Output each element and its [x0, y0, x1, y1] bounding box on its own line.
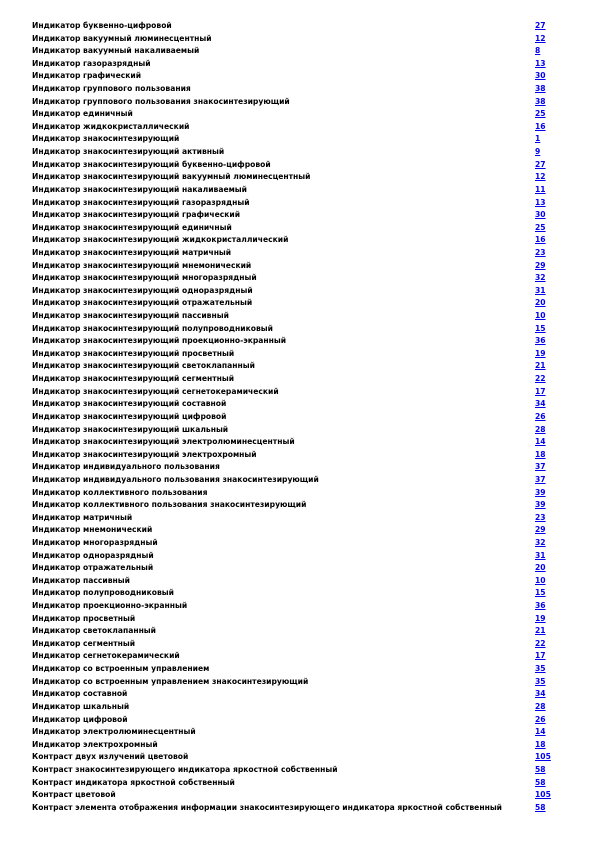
index-entry	[32, 70, 552, 83]
index-term: Индикатор графический	[32, 71, 142, 81]
index-entry	[32, 133, 552, 146]
index-term: Контраст цветовой	[32, 790, 116, 800]
index-entry	[32, 638, 552, 651]
index-entry	[32, 386, 552, 399]
term-number-link[interactable]: 9	[535, 147, 541, 157]
index-term: Индикатор знакосинтезирующий активный	[32, 147, 225, 157]
index-entry	[32, 108, 552, 121]
index-term: Индикатор знакосинтезирующий газоразрядный	[32, 197, 250, 207]
index-term: Индикатор группового пользования знакосинтезирующий	[32, 96, 290, 106]
term-number-link[interactable]: 1	[535, 134, 541, 144]
index-term: Индикатор группового пользования	[32, 84, 191, 94]
index-term: Индикатор знакосинтезирующий электрохромный	[32, 449, 257, 459]
index-term: Индикатор знакосинтезирующий накаливаемый	[32, 184, 247, 194]
index-term: Индикатор пассивный	[32, 575, 130, 585]
alphabetical-index	[32, 20, 552, 814]
term-number-link[interactable]: 26	[535, 714, 546, 724]
term-number-link[interactable]: 31	[535, 550, 546, 560]
term-number-link[interactable]: 58	[535, 777, 546, 787]
index-entry	[32, 751, 552, 764]
index-entry	[32, 197, 552, 210]
index-entry	[32, 58, 552, 71]
index-term: Индикатор знакосинтезирующий	[32, 134, 180, 144]
index-entry	[32, 373, 552, 386]
index-term: Индикатор шкальный	[32, 701, 130, 711]
term-number-link[interactable]: 21	[535, 626, 546, 636]
index-term: Индикатор индивидуального пользования	[32, 462, 220, 472]
term-number-link[interactable]: 10	[535, 575, 546, 585]
term-number-link[interactable]: 19	[535, 613, 546, 623]
index-entry	[32, 348, 552, 361]
term-number-link[interactable]: 17	[535, 651, 546, 661]
index-term: Индикатор светоклапанный	[32, 626, 156, 636]
term-number-link[interactable]: 38	[535, 84, 546, 94]
term-number-link[interactable]: 8	[535, 46, 541, 56]
term-number-link[interactable]: 15	[535, 323, 546, 333]
term-number-link[interactable]: 23	[535, 512, 546, 522]
index-entry	[32, 650, 552, 663]
index-term: Индикатор со встроенным управлением	[32, 664, 210, 674]
index-term: Индикатор знакосинтезирующий шкальный	[32, 424, 229, 434]
index-term: Контраст элемента отображения информации знакосинтезирующего индикатора яркостной собственный	[32, 802, 503, 812]
term-number-link[interactable]: 32	[535, 537, 546, 547]
index-term: Индикатор знакосинтезирующий цифровой	[32, 411, 227, 421]
term-number-link[interactable]: 30	[535, 71, 546, 81]
term-number-link[interactable]: 37	[535, 462, 546, 472]
term-number-link[interactable]: 18	[535, 449, 546, 459]
index-term: Индикатор отражательный	[32, 563, 154, 573]
index-term: Индикатор жидкокристаллический	[32, 121, 190, 131]
index-entry	[32, 146, 552, 159]
index-term: Индикатор знакосинтезирующий сегнетокерамический	[32, 386, 279, 396]
index-term: Индикатор цифровой	[32, 714, 128, 724]
index-term: Индикатор знакосинтезирующий сегментный	[32, 374, 235, 384]
term-number-link[interactable]: 20	[535, 298, 546, 308]
term-number-link[interactable]: 16	[535, 121, 546, 131]
term-number-link[interactable]: 12	[535, 172, 546, 182]
index-entry	[32, 260, 552, 273]
index-entry	[32, 33, 552, 46]
term-number-link[interactable]: 27	[535, 21, 546, 30]
index-entry	[32, 247, 552, 260]
term-number-link[interactable]: 14	[535, 437, 546, 447]
term-number-link[interactable]: 35	[535, 664, 546, 674]
index-term: Индикатор знакосинтезирующий полупроводниковый	[32, 323, 273, 333]
index-entry	[32, 701, 552, 714]
index-term: Индикатор знакосинтезирующий единичный	[32, 222, 232, 232]
term-number-link[interactable]: 36	[535, 601, 546, 611]
index-entry	[32, 663, 552, 676]
index-term: Индикатор мнемонический	[32, 525, 153, 535]
index-term: Индикатор многоразрядный	[32, 537, 158, 547]
index-term: Индикатор со встроенным управлением знакосинтезирующий	[32, 676, 309, 686]
term-number-link[interactable]: 58	[535, 764, 546, 774]
term-number-link[interactable]: 10	[535, 311, 546, 321]
index-entry	[32, 184, 552, 197]
index-entry	[32, 499, 552, 512]
index-term: Индикатор полупроводниковый	[32, 588, 174, 598]
term-number-link[interactable]: 38	[535, 96, 546, 106]
term-number-link[interactable]: 20	[535, 563, 546, 573]
term-number-link[interactable]: 27	[535, 159, 546, 169]
index-term: Индикатор знакосинтезирующий пассивный	[32, 311, 229, 321]
term-number-link[interactable]: 15	[535, 588, 546, 598]
index-term: Индикатор знакосинтезирующий проекционно-экранный	[32, 336, 287, 346]
index-entry	[32, 209, 552, 222]
term-number-link[interactable]: 34	[535, 399, 546, 409]
index-term: Контраст индикатора яркостной собственный	[32, 777, 235, 787]
index-term: Индикатор сегнетокерамический	[32, 651, 180, 661]
index-term: Индикатор сегментный	[32, 638, 136, 648]
term-number-link[interactable]: 22	[535, 638, 546, 648]
index-term: Индикатор одноразрядный	[32, 550, 154, 560]
index-entry	[32, 234, 552, 247]
index-entry	[32, 789, 552, 802]
term-number-link[interactable]: 29	[535, 260, 546, 270]
term-number-link[interactable]: 13	[535, 197, 546, 207]
term-number-link[interactable]: 12	[535, 33, 546, 43]
index-entry	[32, 20, 552, 33]
index-entry	[32, 802, 552, 815]
index-term: Индикатор коллективного пользования	[32, 487, 208, 497]
term-number-link[interactable]: 22	[535, 374, 546, 384]
index-term: Индикатор знакосинтезирующий матричный	[32, 247, 232, 257]
term-number-link[interactable]: 19	[535, 348, 546, 358]
index-entry	[32, 575, 552, 588]
index-term: Контраст знакосинтезирующего индикатора яркостной собственный	[32, 764, 338, 774]
index-entry	[32, 323, 552, 336]
term-number-link[interactable]: 23	[535, 247, 546, 257]
index-entry	[32, 83, 552, 96]
index-entry	[32, 474, 552, 487]
term-number-link[interactable]: 39	[535, 487, 546, 497]
index-entry	[32, 714, 552, 727]
index-entry	[32, 625, 552, 638]
index-entry	[32, 411, 552, 424]
index-term: Индикатор знакосинтезирующий одноразрядный	[32, 285, 253, 295]
index-entry	[32, 96, 552, 109]
index-term: Контраст двух излучений цветовой	[32, 752, 189, 762]
index-entry	[32, 676, 552, 689]
index-term: Индикатор газоразрядный	[32, 58, 151, 68]
term-number-link[interactable]: 11	[535, 184, 546, 194]
index-entry	[32, 285, 552, 298]
index-entry	[32, 222, 552, 235]
index-term: Индикатор электролюминесцентный	[32, 727, 196, 737]
term-number-link[interactable]: 105	[535, 790, 551, 800]
term-number-link[interactable]: 39	[535, 500, 546, 510]
index-entry	[32, 310, 552, 323]
index-entry	[32, 777, 552, 790]
index-entry	[32, 739, 552, 752]
term-number-link[interactable]: 13	[535, 58, 546, 68]
term-number-link[interactable]: 25	[535, 109, 546, 119]
index-entry	[32, 487, 552, 500]
index-entry	[32, 600, 552, 613]
term-number-link[interactable]: 32	[535, 273, 546, 283]
index-term: Индикатор вакуумный накаливаемый	[32, 46, 200, 56]
term-number-link[interactable]: 58	[535, 802, 546, 812]
index-entry	[32, 512, 552, 525]
index-entry	[32, 272, 552, 285]
index-entry	[32, 461, 552, 474]
index-entry	[32, 297, 552, 310]
term-number-link[interactable]: 28	[535, 701, 546, 711]
term-number-link[interactable]: 17	[535, 386, 546, 396]
index-term: Индикатор вакуумный люминесцентный	[32, 33, 212, 43]
term-number-link[interactable]: 28	[535, 424, 546, 434]
index-term: Индикатор матричный	[32, 512, 133, 522]
index-term: Индикатор знакосинтезирующий просветный	[32, 348, 235, 358]
index-entry	[32, 45, 552, 58]
term-number-link[interactable]: 25	[535, 222, 546, 232]
index-term: Индикатор знакосинтезирующий буквенно-цифровой	[32, 159, 271, 169]
index-entry	[32, 449, 552, 462]
index-entry	[32, 562, 552, 575]
index-entry	[32, 398, 552, 411]
index-term: Индикатор знакосинтезирующий многоразрядный	[32, 273, 257, 283]
index-entry	[32, 550, 552, 563]
index-term: Индикатор знакосинтезирующий жидкокристаллический	[32, 235, 289, 245]
term-number-link[interactable]: 18	[535, 739, 546, 749]
term-number-link[interactable]: 34	[535, 689, 546, 699]
index-term: Индикатор просветный	[32, 613, 136, 623]
index-term: Индикатор знакосинтезирующий светоклапанный	[32, 361, 255, 371]
index-term: Индикатор единичный	[32, 109, 133, 119]
index-term: Индикатор знакосинтезирующий мнемонический	[32, 260, 252, 270]
index-entry	[32, 335, 552, 348]
index-entry	[32, 121, 552, 134]
index-entry	[32, 436, 552, 449]
index-term: Индикатор знакосинтезирующий составной	[32, 399, 227, 409]
index-term: Индикатор электрохромный	[32, 739, 158, 749]
index-term: Индикатор проекционно-экранный	[32, 601, 188, 611]
term-number-link[interactable]: 29	[535, 525, 546, 535]
index-entry	[32, 688, 552, 701]
term-number-link[interactable]: 26	[535, 411, 546, 421]
index-entry	[32, 764, 552, 777]
index-term: Индикатор знакосинтезирующий отражательный	[32, 298, 253, 308]
term-number-link[interactable]: 36	[535, 336, 546, 346]
index-term: Индикатор знакосинтезирующий вакуумный люминесцентный	[32, 172, 311, 182]
term-number-link[interactable]: 37	[535, 474, 546, 484]
term-number-link[interactable]: 30	[535, 210, 546, 220]
index-entry	[32, 159, 552, 172]
term-number-link[interactable]: 16	[535, 235, 546, 245]
index-entry	[32, 537, 552, 550]
term-number-link[interactable]: 31	[535, 285, 546, 295]
index-term: Индикатор знакосинтезирующий электролюминесцентный	[32, 437, 295, 447]
index-entry	[32, 726, 552, 739]
index-entry	[32, 360, 552, 373]
term-number-link[interactable]: 21	[535, 361, 546, 371]
term-number-link[interactable]: 105	[535, 752, 551, 762]
index-term: Индикатор составной	[32, 689, 128, 699]
index-term: Индикатор знакосинтезирующий графический	[32, 210, 241, 220]
term-number-link[interactable]: 35	[535, 676, 546, 686]
index-entry	[32, 171, 552, 184]
index-term: Индикатор индивидуального пользования знакосинтезирующий	[32, 474, 319, 484]
index-term: Индикатор коллективного пользования знакосинтезирующий	[32, 500, 307, 510]
index-entry	[32, 613, 552, 626]
index-entry	[32, 587, 552, 600]
index-entry	[32, 524, 552, 537]
index-entry	[32, 424, 552, 437]
index-term: Индикатор буквенно-цифровой	[32, 21, 172, 30]
term-number-link[interactable]: 14	[535, 727, 546, 737]
